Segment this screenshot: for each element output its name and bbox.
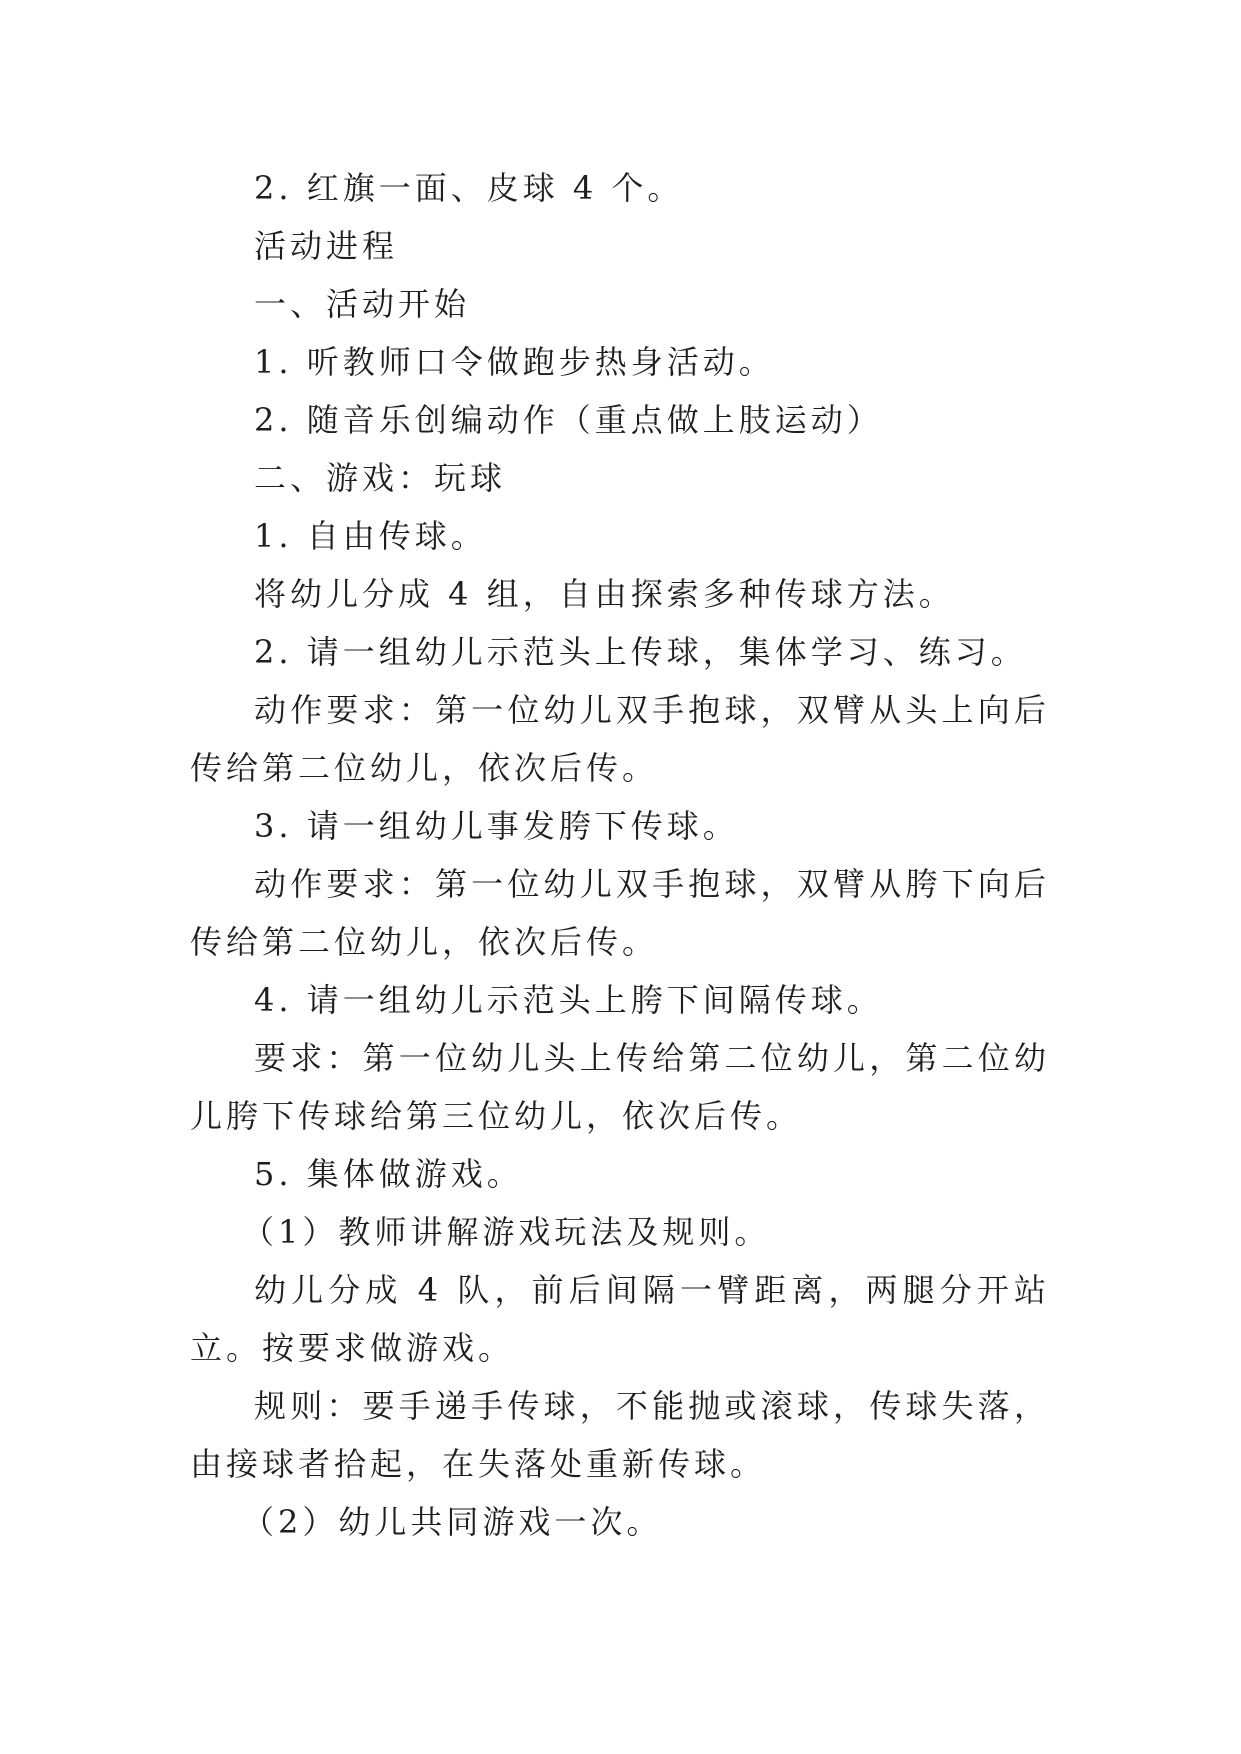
paragraph-groups: 将幼儿分成 4 组，自由探索多种传球方法。 — [254, 575, 955, 613]
paragraph-rules: 规则：要手递手传球，不能抛或滚球，传球失落，由接球者拾起，在失落处重新传球。 — [190, 1387, 1050, 1483]
paragraph-overhead-demo: 2. 请一组幼儿示范头上传球，集体学习、练习。 — [254, 633, 1027, 671]
paragraph-play-once: （2）幼儿共同游戏一次。 — [242, 1503, 663, 1541]
heading-ball-game: 二、游戏：玩球 — [254, 459, 507, 497]
paragraph-materials: 2. 红旗一面、皮球 4 个。 — [254, 169, 684, 207]
heading-activity-start: 一、活动开始 — [254, 285, 471, 323]
paragraph-music-movement: 2. 随音乐创编动作（重点做上肢运动） — [254, 401, 883, 439]
document-body — [190, 159, 1050, 1551]
paragraph-warmup: 1. 听教师口令做跑步热身活动。 — [254, 343, 775, 381]
heading-activity-process: 活动进程 — [254, 227, 399, 265]
paragraph-free-pass: 1. 自由传球。 — [254, 517, 487, 555]
paragraph-alternate-requirement: 要求：第一位幼儿头上传给第二位幼儿，第二位幼儿胯下传球给第三位幼儿，依次后传。 — [190, 1039, 1050, 1135]
paragraph-rules-explain: （1）教师讲解游戏玩法及规则。 — [242, 1213, 771, 1251]
paragraph-team-setup: 幼儿分成 4 队，前后间隔一臂距离，两腿分开站立。按要求做游戏。 — [190, 1271, 1050, 1367]
paragraph-underleg-requirement: 动作要求：第一位幼儿双手抱球，双臂从胯下向后传给第二位幼儿，依次后传。 — [190, 865, 1050, 961]
paragraph-underleg-demo: 3. 请一组幼儿事发胯下传球。 — [254, 807, 739, 845]
paragraph-group-game: 5. 集体做游戏。 — [254, 1155, 523, 1193]
paragraph-overhead-requirement: 动作要求：第一位幼儿双手抱球，双臂从头上向后传给第二位幼儿，依次后传。 — [190, 691, 1050, 787]
paragraph-alternate-demo: 4. 请一组幼儿示范头上胯下间隔传球。 — [254, 981, 883, 1019]
